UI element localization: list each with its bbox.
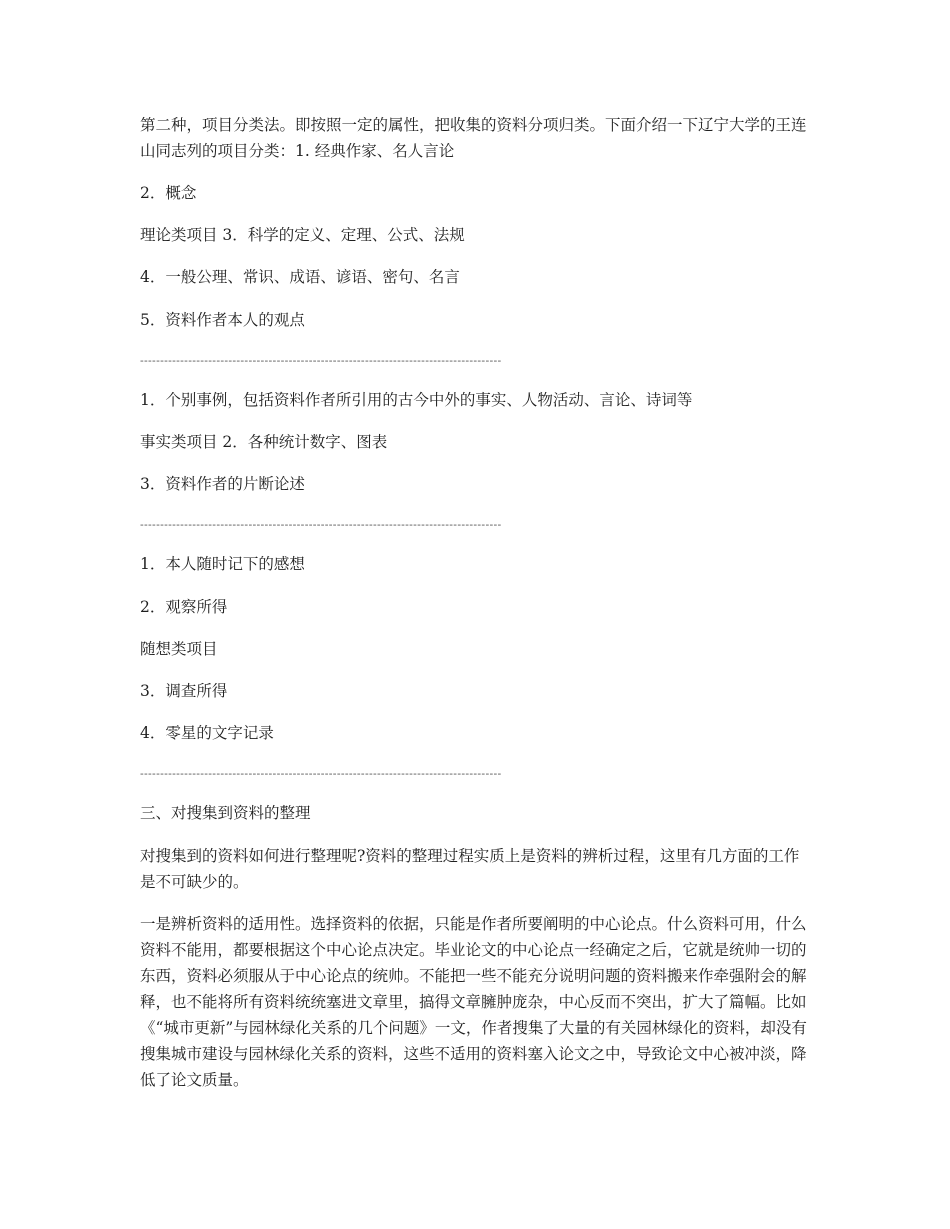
category-label-thoughts: 随想类项目 xyxy=(140,640,218,658)
separator-line: ------------------------------------------------------------------------------------------ xyxy=(140,354,502,367)
list-item-observations: 2．观察所得 xyxy=(140,598,228,616)
paragraph-classification-intro: 第二种，项目分类法。即按照一定的属性，把收集的资料分项归类。下面介绍一下辽宁大学的王连山同志列的项目分类：1. 经典作家、名人言论 xyxy=(140,116,807,160)
list-item-author-views: 5．资料作者本人的观点 xyxy=(140,311,305,329)
separator-line: ------------------------------------------------------------------------------------------ xyxy=(140,518,502,531)
section-heading: 三、对搜集到资料的整理 xyxy=(140,804,311,822)
list-item-axioms: 4．一般公理、常识、成语、谚语、密句、名言 xyxy=(140,268,460,286)
list-item-fragment-remarks: 3．资料作者的片断论述 xyxy=(140,475,305,493)
list-item-theory-definitions: 理论类项目 3．科学的定义、定理、公式、法规 xyxy=(140,226,465,244)
list-item-investigation: 3．调查所得 xyxy=(140,682,228,700)
list-item-individual-cases: 1．个别事例，包括资料作者所引用的古今中外的事实、人物活动、言论、诗词等 xyxy=(140,391,693,409)
paragraph-applicability: 一是辨析资料的适用性。选择资料的依据，只能是作者所要阐明的中心论点。什么资料可用，什么资料不能用，都要根据这个中心论点决定。毕业论文的中心论点一经确定之后，它就是统帅一切的东西，资料必须服从于中心论点的统帅。不能把一些不能充分说明问题的资料搬来作牵强附会的解释，也不能将所有资料统统塞进文章里，搞得文章臃肿庞杂，中心反而不突出，扩大了篇幅。比如《“城市更新”与园林绿化关系的几个问题》一文，作者搜集了大量的有关园林绿化的资料，却没有搜集城市建设与园林绿化关系的资料，这些不适用的资料塞入论文之中，导致论文中心被冲淡，降低了论文质量。 xyxy=(140,915,807,1089)
list-item-personal-thoughts: 1．本人随时记下的感想 xyxy=(140,555,305,573)
list-item-statistics: 事实类项目 2．各种统计数字、图表 xyxy=(140,433,388,451)
list-item-scattered-notes: 4．零星的文字记录 xyxy=(140,724,274,742)
list-item-concept: 2．概念 xyxy=(140,184,197,202)
separator-line: ------------------------------------------------------------------------------------------ xyxy=(140,767,502,780)
paragraph-organize-question: 对搜集到的资料如何进行整理呢?资料的整理过程实质上是资料的辨析过程，这里有几方面的工作是不可缺少的。 xyxy=(140,847,800,891)
